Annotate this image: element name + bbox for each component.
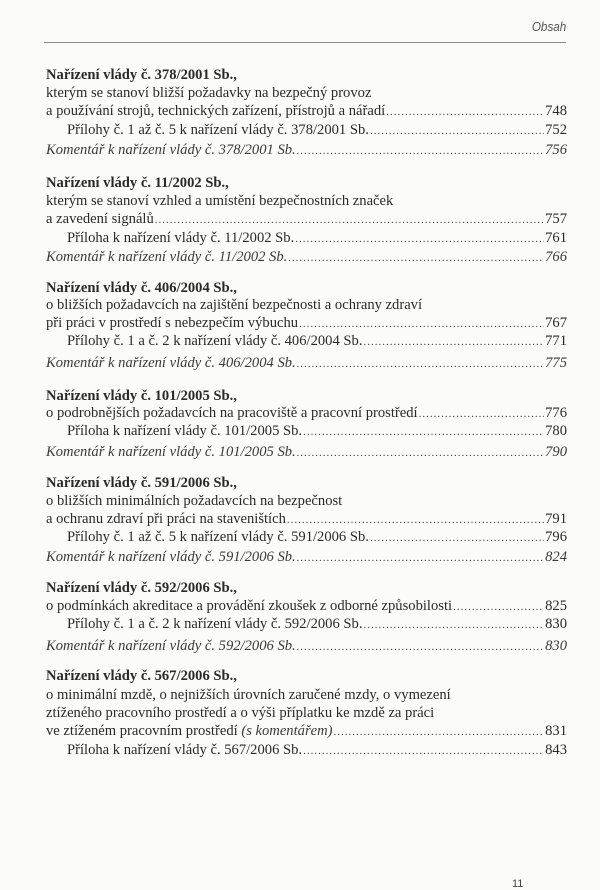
page-ref: 824 [545, 549, 567, 565]
section-desc [46, 686, 567, 704]
page-ref: 767 [545, 315, 567, 331]
annex-text: Přílohy č. 1 a č. 2 k nařízení vlády č. 406/2004 Sb. [67, 333, 363, 349]
dot-leader [297, 444, 544, 462]
annex-text: Příloha k nařízení vlády č. 101/2005 Sb. [67, 423, 303, 439]
toc-entry[interactable] [46, 210, 567, 228]
dot-leader [288, 249, 544, 267]
dot-leader [363, 616, 544, 634]
desc-text: o podmínkách akreditace a provádění zkoušek z odborné způsobilosti [46, 598, 453, 614]
page-ref: 775 [545, 355, 567, 371]
toc-entry-annex[interactable] [67, 422, 567, 440]
desc-text: kterým se stanoví vzhled a umístění bezpečnostních značek [46, 193, 394, 209]
page-ref: 757 [545, 211, 567, 227]
page-ref: 831 [545, 723, 567, 739]
page-ref: 771 [545, 333, 567, 349]
toc-entry[interactable] [46, 102, 567, 120]
section-title: Nařízení vlády č. 378/2001 Sb., [46, 67, 237, 83]
desc-note: (s komentářem) [241, 723, 333, 739]
desc-text: a používání strojů, technických zařízení, přístrojů a nářadí [46, 103, 386, 119]
section-title: Nařízení vlády č. 591/2006 Sb., [46, 475, 237, 491]
dot-leader [297, 638, 544, 656]
desc-text: o minimální mzdě, o nejnižších úrovních zaručené mzdy, o vymezení [46, 687, 451, 703]
toc-entry[interactable] [46, 597, 567, 615]
dot-leader [155, 211, 544, 229]
dot-leader [287, 511, 544, 529]
dot-leader [370, 122, 544, 140]
dot-leader [299, 315, 544, 333]
comment-text: Komentář k nařízení vlády č. 592/2006 Sb. [46, 638, 296, 654]
dot-leader [334, 723, 545, 741]
comment-text: Komentář k nařízení vlády č. 406/2004 Sb. [46, 355, 296, 371]
toc-entry[interactable] [46, 314, 567, 332]
dot-leader [297, 549, 544, 567]
annex-text: Příloha k nařízení vlády č. 11/2002 Sb. [67, 230, 295, 246]
toc-entry-annex[interactable] [67, 615, 567, 633]
section-desc [46, 192, 567, 210]
toc-entry-comment[interactable] [46, 248, 567, 266]
section-desc [46, 704, 567, 722]
page-ref: 843 [545, 742, 567, 758]
annex-text: Přílohy č. 1 až č. 5 k nařízení vlády č. 378/2001 Sb. [67, 122, 369, 138]
desc-text: o bližších požadavcích na zajištění bezpečnosti a ochrany zdraví [46, 297, 423, 313]
section-title: Nařízení vlády č. 406/2004 Sb., [46, 280, 237, 296]
dot-leader [370, 529, 544, 547]
dot-leader [303, 742, 544, 760]
page-ref: 766 [545, 249, 567, 265]
comment-text: Komentář k nařízení vlády č. 11/2002 Sb. [46, 249, 288, 265]
page-ref: 790 [545, 444, 567, 460]
desc-text: o bližších minimálních požadavcích na bezpečnost [46, 493, 343, 509]
page-ref: 780 [545, 423, 567, 439]
page-ref: 825 [545, 598, 567, 614]
toc-entry-annex[interactable] [67, 528, 567, 546]
desc-text: ztíženého pracovního prostředí a o výši příplatku ke mzdě za práci [46, 705, 435, 721]
page-ref: 776 [545, 405, 567, 421]
comment-text: Komentář k nařízení vlády č. 591/2006 Sb. [46, 549, 296, 565]
toc-entry-comment[interactable] [46, 548, 567, 566]
desc-text: kterým se stanoví bližší požadavky na bezpečný provoz [46, 85, 372, 101]
section-desc [46, 492, 567, 510]
toc-entry[interactable] [46, 404, 567, 422]
section-title: Nařízení vlády č. 592/2006 Sb., [46, 580, 237, 596]
toc-entry[interactable] [46, 510, 567, 528]
toc-entry-annex[interactable] [67, 121, 567, 139]
desc-text: a ochranu zdraví při práci na staveništích [46, 511, 286, 527]
desc-text: a zavedení signálů [46, 211, 154, 227]
section-title: Nařízení vlády č. 11/2002 Sb., [46, 175, 229, 191]
dot-leader [453, 598, 544, 616]
page-ref: 791 [545, 511, 567, 527]
toc-entry[interactable] [46, 722, 567, 740]
page-ref: 756 [545, 142, 567, 158]
dot-leader [297, 142, 544, 160]
toc-entry-annex[interactable] [67, 741, 567, 759]
running-header: Obsah [531, 19, 566, 34]
header-rule [44, 42, 566, 43]
desc-text: ve ztíženém pracovním prostředí [46, 723, 238, 739]
desc-text: o podrobnějších požadavcích na pracoviště a pracovní prostředí [46, 405, 418, 421]
page-ref: 761 [545, 230, 567, 246]
comment-text: Komentář k nařízení vlády č. 378/2001 Sb. [46, 142, 296, 158]
comment-text: Komentář k nařízení vlády č. 101/2005 Sb. [46, 444, 296, 460]
toc-entry-comment[interactable] [46, 443, 567, 461]
dot-leader [303, 423, 544, 441]
toc-entry-comment[interactable] [46, 637, 567, 655]
page-ref: 796 [545, 529, 567, 545]
desc-text: při práci v prostředí s nebezpečím výbuchu [46, 315, 299, 331]
dot-leader [295, 230, 544, 248]
annex-text: Přílohy č. 1 až č. 5 k nařízení vlády č. 591/2006 Sb. [67, 529, 369, 545]
section-title: Nařízení vlády č. 567/2006 Sb., [46, 668, 237, 684]
annex-text: Přílohy č. 1 a č. 2 k nařízení vlády č. 592/2006 Sb. [67, 616, 363, 632]
dot-leader [297, 355, 544, 373]
section-desc [46, 84, 567, 102]
page-ref: 748 [545, 103, 567, 119]
toc-entry-comment[interactable] [46, 141, 567, 159]
page-ref: 752 [545, 122, 567, 138]
dot-leader [419, 405, 545, 423]
annex-text: Příloha k nařízení vlády č. 567/2006 Sb. [67, 742, 303, 758]
toc-entry-comment[interactable] [46, 354, 567, 372]
page-ref: 830 [545, 616, 567, 632]
page-number: 11 [512, 878, 524, 890]
dot-leader [363, 333, 544, 351]
toc-entry-annex[interactable] [67, 332, 567, 350]
section-title: Nařízení vlády č. 101/2005 Sb., [46, 388, 237, 404]
section-desc [46, 296, 567, 314]
page-ref: 830 [545, 638, 567, 654]
dot-leader [386, 103, 544, 121]
toc-entry-annex[interactable] [67, 229, 567, 247]
